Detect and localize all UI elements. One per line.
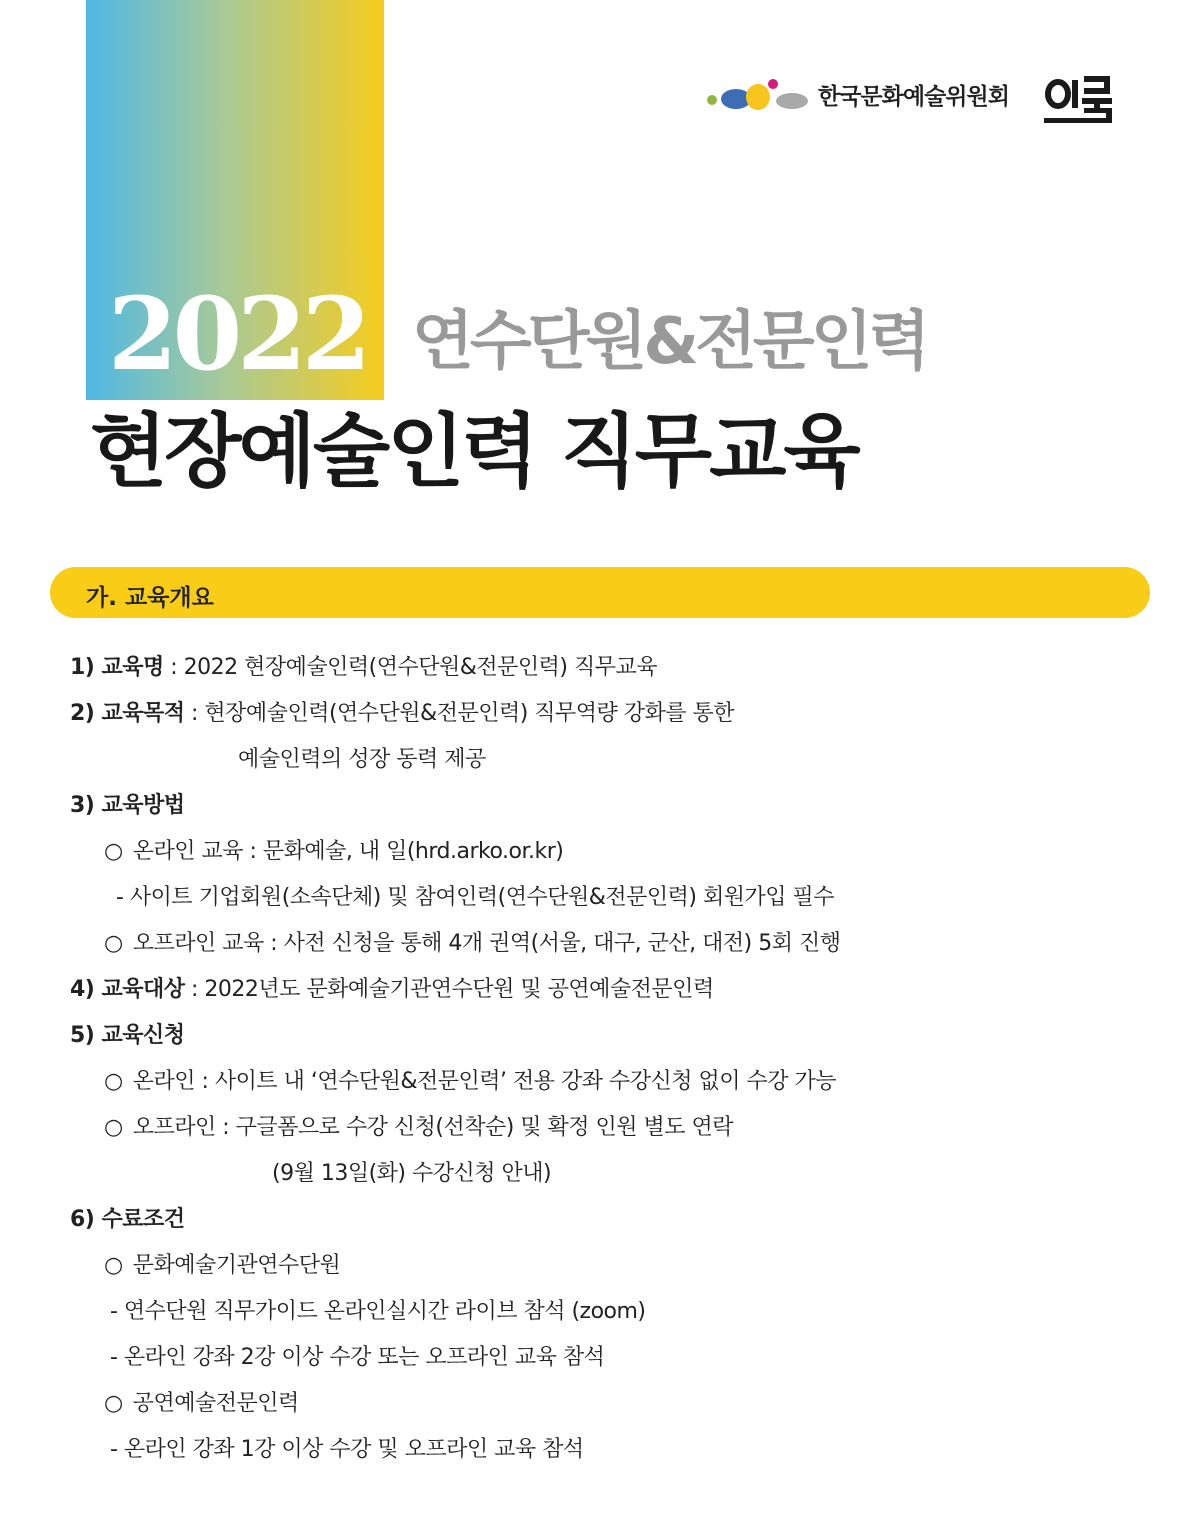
circle-bullet-icon: ○ [104, 931, 123, 956]
sub-item [70, 1243, 1130, 1289]
circle-bullet-icon: ○ [104, 1115, 123, 1140]
sub-item-note: - 연수단원 직무가이드 온라인실시간 라이브 참석 (zoom) [110, 1299, 646, 1324]
sub-item [70, 921, 1130, 967]
subtitle: 연수단원&전문인력 [412, 305, 927, 379]
item-completion: 6) 수료조건 [70, 1207, 185, 1232]
item-label: 4) 교육대상 [70, 977, 185, 1002]
item-value: : 2022년도 문화예술기관연수단원 및 공연예술전문인력 [184, 977, 714, 1002]
circle-bullet-icon: ○ [104, 839, 123, 864]
item-target [70, 967, 1130, 1013]
sub-item [70, 1381, 1130, 1427]
sub-item-text: 온라인 : 사이트 내 ‘연수단원&전문인력’ 전용 강좌 수강신청 없이 수강 가능 [132, 1069, 836, 1094]
arts-council-symbol-icon [706, 76, 810, 116]
section-header [50, 567, 1150, 618]
sub-item [70, 1059, 1130, 1105]
item-value: : 2022 현장예술인력(연수단원&전문인력) 직무교육 [163, 655, 658, 680]
sub-item-text: 공연예술전문인력 [132, 1391, 299, 1416]
sub-item-note: - 사이트 기업회원(소속단체) 및 참여인력(연수단원&전문인력) 회원가입 필수 [116, 885, 834, 910]
sub-item-continued: (9월 13일(화) 수강신청 안내) [272, 1161, 552, 1186]
item-label: 1) 교육명 [70, 655, 164, 680]
section-title: 가. 교육개요 [86, 585, 214, 611]
item-name [70, 645, 1130, 691]
overview-content [70, 645, 1130, 1473]
sub-item-note: - 온라인 강좌 2강 이상 수강 또는 오프라인 교육 참석 [110, 1345, 605, 1370]
arko-logo-icon [1044, 72, 1118, 126]
main-title: 현장예술인력 직무교육 [90, 405, 858, 498]
sub-item-text: 온라인 교육 : 문화예술, 내 일(hrd.arko.or.kr) [132, 839, 564, 864]
item-purpose [70, 691, 1130, 737]
org-name: 한국문화예술위원회 [818, 84, 1009, 110]
sub-item-text: 오프라인 : 구글폼으로 수강 신청(선착순) 및 확정 인원 별도 연락 [132, 1115, 734, 1140]
item-purpose-continued: 예술인력의 성장 동력 제공 [238, 747, 486, 772]
sub-item-note: - 온라인 강좌 1강 이상 수강 및 오프라인 교육 참석 [110, 1437, 584, 1462]
circle-bullet-icon: ○ [104, 1253, 123, 1278]
circle-bullet-icon: ○ [104, 1069, 123, 1094]
item-value: : 현장예술인력(연수단원&전문인력) 직무역량 강화를 통한 [184, 701, 735, 726]
sub-item-text: 오프라인 교육 : 사전 신청을 통해 4개 권역(서울, 대구, 군산, 대전) 5회 진행 [132, 931, 841, 956]
item-method: 3) 교육방법 [70, 793, 185, 818]
sub-item [70, 1105, 1130, 1151]
sub-item-text: 문화예술기관연수단원 [132, 1253, 341, 1278]
item-label: 2) 교육목적 [70, 701, 185, 726]
arts-council-logo [706, 72, 1126, 126]
sub-item [70, 829, 1130, 875]
item-apply: 5) 교육신청 [70, 1023, 185, 1048]
year-title: 2022 [108, 275, 367, 393]
circle-bullet-icon: ○ [104, 1391, 123, 1416]
